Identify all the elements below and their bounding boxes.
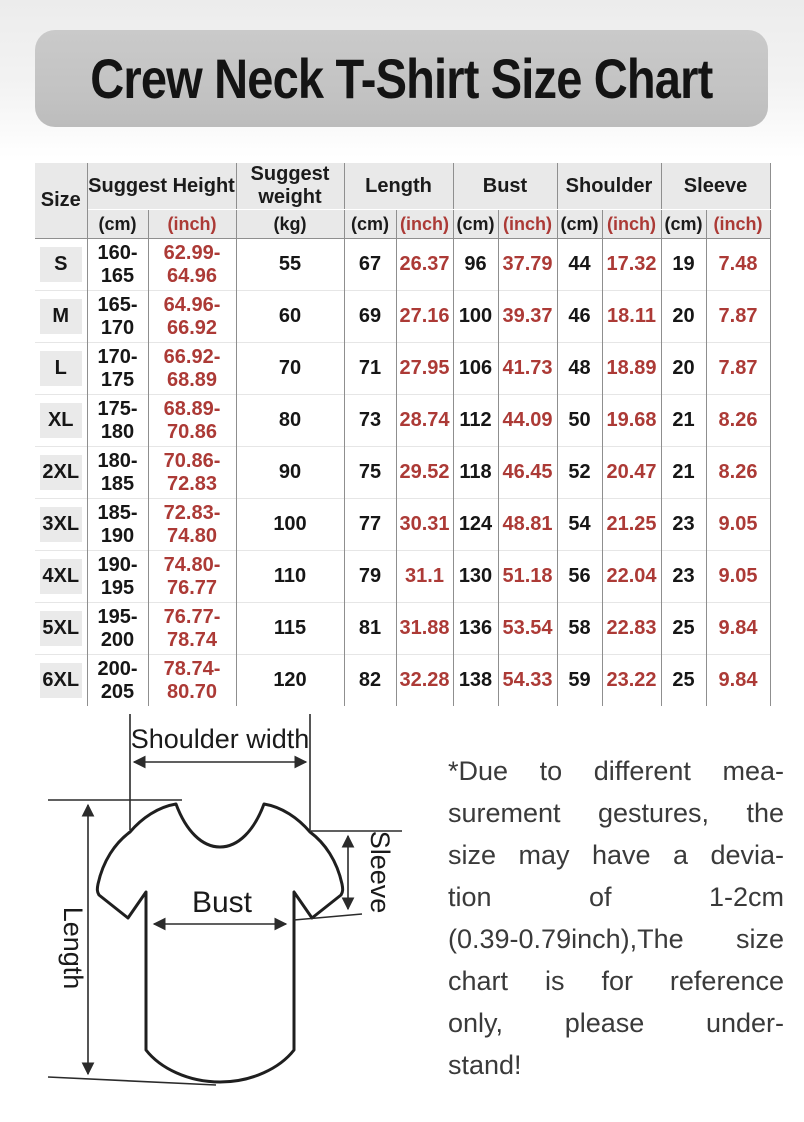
size-value: 3XL bbox=[40, 507, 82, 542]
shoulder-width-label: Shoulder width bbox=[130, 724, 310, 754]
value-cell: 48.81 bbox=[498, 499, 557, 551]
value-cell: 62.99-64.96 bbox=[148, 239, 236, 291]
size-table-body bbox=[35, 239, 770, 707]
value-cell: 23 bbox=[661, 499, 706, 551]
value-cell: 21 bbox=[661, 395, 706, 447]
value-cell: 18.11 bbox=[602, 291, 661, 343]
note-line: stand! bbox=[448, 1050, 522, 1080]
value-cell: 138 bbox=[453, 655, 498, 707]
value-cell: 52 bbox=[557, 447, 602, 499]
value-cell: 19 bbox=[661, 239, 706, 291]
value-cell: 136 bbox=[453, 603, 498, 655]
value-cell: 21.25 bbox=[602, 499, 661, 551]
unit-row bbox=[35, 210, 770, 239]
value-cell: 73 bbox=[344, 395, 396, 447]
value-cell: 20.47 bbox=[602, 447, 661, 499]
note-line: only, please under- bbox=[448, 1008, 784, 1038]
value-cell: 22.04 bbox=[602, 551, 661, 603]
value-cell: 71 bbox=[344, 343, 396, 395]
column-group-header: Bust bbox=[453, 163, 557, 210]
value-cell: 70.86-72.83 bbox=[148, 447, 236, 499]
value-cell: 9.84 bbox=[706, 603, 770, 655]
value-cell: 124 bbox=[453, 499, 498, 551]
value-cell: 48 bbox=[557, 343, 602, 395]
value-cell: 26.37 bbox=[396, 239, 453, 291]
unit-header: (cm) bbox=[661, 210, 706, 239]
value-cell: 7.87 bbox=[706, 343, 770, 395]
unit-header: (inch) bbox=[602, 210, 661, 239]
value-cell: 37.79 bbox=[498, 239, 557, 291]
size-cell bbox=[35, 551, 87, 603]
value-cell: 66.92-68.89 bbox=[148, 343, 236, 395]
value-cell: 39.37 bbox=[498, 291, 557, 343]
value-cell: 32.28 bbox=[396, 655, 453, 707]
value-cell: 59 bbox=[557, 655, 602, 707]
value-cell: 54 bbox=[557, 499, 602, 551]
value-cell: 8.26 bbox=[706, 395, 770, 447]
value-cell: 25 bbox=[661, 655, 706, 707]
table-row bbox=[35, 603, 770, 655]
table-row bbox=[35, 551, 770, 603]
value-cell: 31.1 bbox=[396, 551, 453, 603]
size-cell bbox=[35, 291, 87, 343]
table-row bbox=[35, 655, 770, 707]
value-cell: 170-175 bbox=[87, 343, 148, 395]
unit-header: (cm) bbox=[557, 210, 602, 239]
value-cell: 17.32 bbox=[602, 239, 661, 291]
value-cell: 27.95 bbox=[396, 343, 453, 395]
title-banner bbox=[35, 30, 768, 127]
note-line: size may have a devia- bbox=[448, 840, 784, 870]
value-cell: 64.96-66.92 bbox=[148, 291, 236, 343]
size-cell bbox=[35, 395, 87, 447]
unit-header: (inch) bbox=[706, 210, 770, 239]
sleeve-extension-line-bottom bbox=[294, 914, 362, 920]
value-cell: 18.89 bbox=[602, 343, 661, 395]
value-cell: 28.74 bbox=[396, 395, 453, 447]
column-group-header: Length bbox=[344, 163, 453, 210]
table-row bbox=[35, 239, 770, 291]
unit-header: (cm) bbox=[453, 210, 498, 239]
value-cell: 23.22 bbox=[602, 655, 661, 707]
table-row bbox=[35, 499, 770, 551]
value-cell: 77 bbox=[344, 499, 396, 551]
value-cell: 120 bbox=[236, 655, 344, 707]
value-cell: 76.77-78.74 bbox=[148, 603, 236, 655]
value-cell: 29.52 bbox=[396, 447, 453, 499]
value-cell: 41.73 bbox=[498, 343, 557, 395]
unit-header: (inch) bbox=[498, 210, 557, 239]
value-cell: 200-205 bbox=[87, 655, 148, 707]
value-cell: 115 bbox=[236, 603, 344, 655]
value-cell: 79 bbox=[344, 551, 396, 603]
bust-label: Bust bbox=[191, 886, 253, 919]
value-cell: 20 bbox=[661, 291, 706, 343]
value-cell: 78.74-80.70 bbox=[148, 655, 236, 707]
value-cell: 185-190 bbox=[87, 499, 148, 551]
value-cell: 7.87 bbox=[706, 291, 770, 343]
value-cell: 9.05 bbox=[706, 551, 770, 603]
value-cell: 53.54 bbox=[498, 603, 557, 655]
note-line: (0.39-0.79inch),The size bbox=[448, 924, 784, 954]
size-cell bbox=[35, 239, 87, 291]
value-cell: 23 bbox=[661, 551, 706, 603]
size-value: XL bbox=[40, 403, 82, 438]
note-line: *Due to different mea- bbox=[448, 756, 784, 786]
value-cell: 56 bbox=[557, 551, 602, 603]
value-cell: 81 bbox=[344, 603, 396, 655]
value-cell: 72.83-74.80 bbox=[148, 499, 236, 551]
table-row bbox=[35, 291, 770, 343]
size-column-header: Size bbox=[35, 163, 87, 239]
value-cell: 68.89-70.86 bbox=[148, 395, 236, 447]
value-cell: 19.68 bbox=[602, 395, 661, 447]
value-cell: 112 bbox=[453, 395, 498, 447]
value-cell: 46 bbox=[557, 291, 602, 343]
value-cell: 20 bbox=[661, 343, 706, 395]
sleeve-label: Sleeve bbox=[365, 830, 395, 914]
size-value: L bbox=[40, 351, 82, 386]
size-cell bbox=[35, 447, 87, 499]
size-value: S bbox=[40, 247, 82, 282]
value-cell: 74.80-76.77 bbox=[148, 551, 236, 603]
value-cell: 8.26 bbox=[706, 447, 770, 499]
value-cell: 30.31 bbox=[396, 499, 453, 551]
note-line: tion of 1-2cm bbox=[448, 882, 784, 912]
size-cell bbox=[35, 603, 87, 655]
column-group-header: Sleeve bbox=[661, 163, 770, 210]
note-line: chart is for reference bbox=[448, 966, 784, 996]
value-cell: 31.88 bbox=[396, 603, 453, 655]
value-cell: 75 bbox=[344, 447, 396, 499]
value-cell: 180-185 bbox=[87, 447, 148, 499]
value-cell: 9.84 bbox=[706, 655, 770, 707]
value-cell: 100 bbox=[453, 291, 498, 343]
length-label: Length bbox=[58, 906, 88, 990]
value-cell: 21 bbox=[661, 447, 706, 499]
unit-header: (kg) bbox=[236, 210, 344, 239]
unit-header: (cm) bbox=[87, 210, 148, 239]
tshirt-outline bbox=[97, 804, 342, 1082]
value-cell: 44 bbox=[557, 239, 602, 291]
value-cell: 106 bbox=[453, 343, 498, 395]
value-cell: 7.48 bbox=[706, 239, 770, 291]
unit-header: (cm) bbox=[344, 210, 396, 239]
unit-header: (inch) bbox=[396, 210, 453, 239]
size-cell bbox=[35, 499, 87, 551]
size-table bbox=[35, 163, 771, 706]
unit-header: (inch) bbox=[148, 210, 236, 239]
value-cell: 25 bbox=[661, 603, 706, 655]
value-cell: 51.18 bbox=[498, 551, 557, 603]
measurement-note bbox=[448, 750, 784, 1086]
value-cell: 70 bbox=[236, 343, 344, 395]
value-cell: 60 bbox=[236, 291, 344, 343]
size-value: 5XL bbox=[40, 611, 82, 646]
value-cell: 9.05 bbox=[706, 499, 770, 551]
size-table-header bbox=[35, 163, 770, 239]
value-cell: 175-180 bbox=[87, 395, 148, 447]
size-value: M bbox=[40, 299, 82, 334]
column-group-header: Suggest weight bbox=[236, 163, 344, 210]
value-cell: 22.83 bbox=[602, 603, 661, 655]
value-cell: 100 bbox=[236, 499, 344, 551]
table-row bbox=[35, 343, 770, 395]
value-cell: 27.16 bbox=[396, 291, 453, 343]
size-value: 4XL bbox=[40, 559, 82, 594]
table-row bbox=[35, 395, 770, 447]
size-value: 2XL bbox=[40, 455, 82, 490]
value-cell: 160-165 bbox=[87, 239, 148, 291]
value-cell: 46.45 bbox=[498, 447, 557, 499]
value-cell: 130 bbox=[453, 551, 498, 603]
table-row bbox=[35, 447, 770, 499]
value-cell: 118 bbox=[453, 447, 498, 499]
value-cell: 80 bbox=[236, 395, 344, 447]
page-title: Crew Neck T-Shirt Size Chart bbox=[90, 47, 713, 110]
value-cell: 44.09 bbox=[498, 395, 557, 447]
value-cell: 195-200 bbox=[87, 603, 148, 655]
size-value: 6XL bbox=[40, 663, 82, 698]
value-cell: 90 bbox=[236, 447, 344, 499]
value-cell: 69 bbox=[344, 291, 396, 343]
column-group-header: Suggest Height bbox=[87, 163, 236, 210]
value-cell: 82 bbox=[344, 655, 396, 707]
value-cell: 50 bbox=[557, 395, 602, 447]
value-cell: 58 bbox=[557, 603, 602, 655]
size-cell bbox=[35, 343, 87, 395]
value-cell: 165-170 bbox=[87, 291, 148, 343]
column-group-row bbox=[35, 163, 770, 210]
size-cell bbox=[35, 655, 87, 707]
value-cell: 54.33 bbox=[498, 655, 557, 707]
value-cell: 67 bbox=[344, 239, 396, 291]
value-cell: 96 bbox=[453, 239, 498, 291]
column-group-header: Shoulder bbox=[557, 163, 661, 210]
value-cell: 190-195 bbox=[87, 551, 148, 603]
note-line: surement gestures, the bbox=[448, 798, 784, 828]
tshirt-measurement-diagram bbox=[20, 700, 440, 1110]
value-cell: 110 bbox=[236, 551, 344, 603]
value-cell: 55 bbox=[236, 239, 344, 291]
